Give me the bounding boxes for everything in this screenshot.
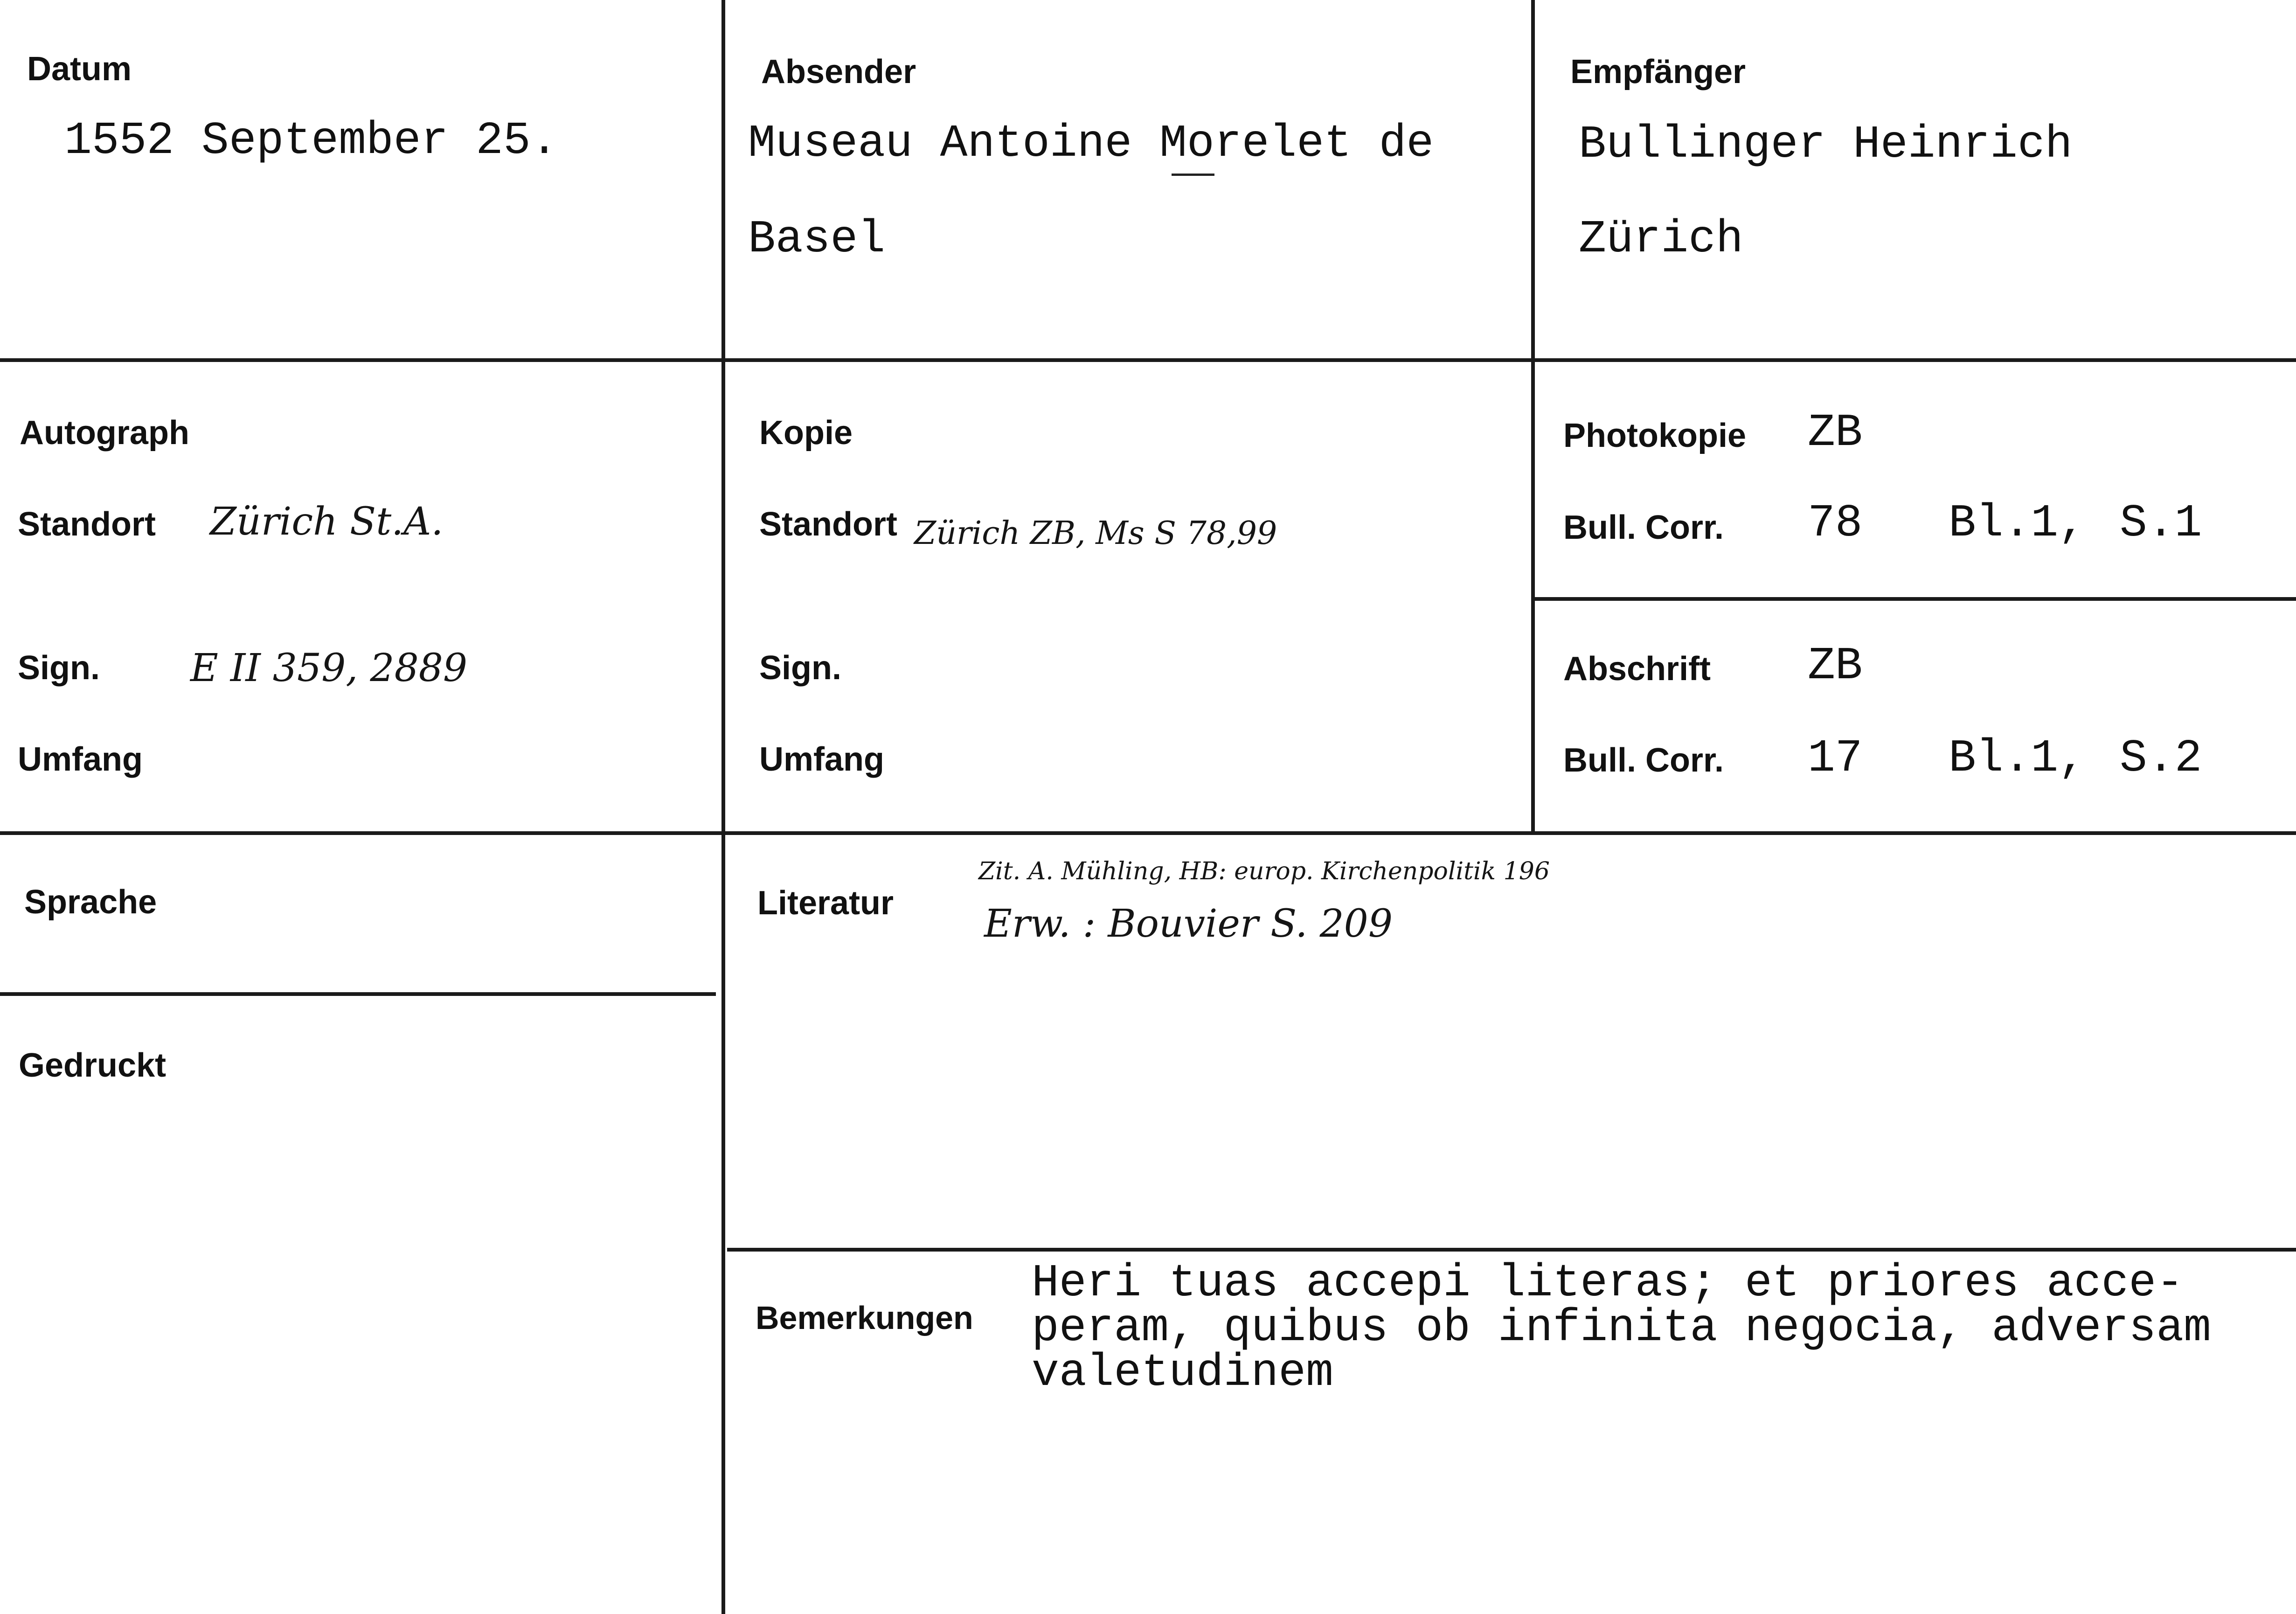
abschrift-label: Abschrift bbox=[1563, 650, 1711, 688]
kopie-standort-value: Zürich ZB, Ms S 78,99 bbox=[914, 515, 1277, 552]
bemerkungen-label: Bemerkungen bbox=[756, 1300, 973, 1336]
autograph-standort-label: Standort bbox=[18, 506, 156, 543]
photokopie-corr-label: Bull. Corr. bbox=[1563, 509, 1724, 546]
autograph-sign-value: E II 359, 2889 bbox=[190, 646, 468, 690]
autograph-heading: Autograph bbox=[20, 414, 189, 452]
divider-literatur-bemerkungen bbox=[727, 1248, 2296, 1252]
autograph-sign-label: Sign. bbox=[18, 649, 100, 687]
abschrift-volume: 17 bbox=[1808, 733, 1863, 785]
recipient-label: Empfänger bbox=[1570, 53, 1746, 90]
photokopie-label: Photokopie bbox=[1563, 417, 1746, 454]
bemerkungen-text: Heri tuas accepi literas; et priores acce- peram, quibus ob infinita negocia, adversam valetudinem bbox=[1032, 1258, 2211, 1399]
kopie-sign-label: Sign. bbox=[759, 649, 841, 687]
divider-row1 bbox=[0, 358, 2296, 362]
abschrift-corr-label: Bull. Corr. bbox=[1563, 742, 1724, 779]
sender-label: Absender bbox=[761, 53, 916, 90]
date-value: 1552 September 25. bbox=[64, 115, 558, 167]
autograph-umfang-label: Umfang bbox=[18, 741, 143, 778]
divider-photo-abschrift bbox=[1533, 597, 2296, 601]
divider-col1 bbox=[721, 0, 725, 1614]
literatur-line-2: Erw. : Bouvier S. 209 bbox=[984, 902, 1393, 946]
literatur-label: Literatur bbox=[757, 884, 894, 922]
divider-sprache-gedruckt bbox=[0, 992, 716, 996]
photokopie-page: S.1 bbox=[2120, 498, 2202, 550]
divider-row2 bbox=[0, 831, 2296, 835]
recipient-name: Bullinger Heinrich bbox=[1579, 119, 2073, 171]
kopie-standort-label: Standort bbox=[759, 506, 897, 543]
divider-col2 bbox=[1531, 0, 1535, 833]
sender-underline-mark bbox=[1172, 174, 1214, 176]
photokopie-sheet: Bl.1, bbox=[1949, 498, 2086, 550]
kopie-heading: Kopie bbox=[759, 414, 853, 452]
date-label: Datum bbox=[27, 50, 132, 88]
abschrift-page: S.2 bbox=[2120, 733, 2202, 785]
sender-place: Basel bbox=[748, 214, 886, 265]
photokopie-volume: 78 bbox=[1808, 498, 1863, 550]
gedruckt-label: Gedruckt bbox=[19, 1047, 166, 1084]
abschrift-source: ZB bbox=[1808, 640, 1863, 692]
photokopie-source: ZB bbox=[1808, 407, 1863, 459]
sender-name: Museau Antoine Morelet de bbox=[748, 118, 1434, 170]
autograph-standort-value: Zürich St.A. bbox=[210, 500, 444, 544]
sprache-label: Sprache bbox=[24, 884, 157, 921]
abschrift-sheet: Bl.1, bbox=[1949, 733, 2086, 785]
kopie-umfang-label: Umfang bbox=[759, 741, 884, 778]
literatur-line-1: Zit. A. Mühling, HB: europ. Kirchenpolitik 196 bbox=[978, 857, 1550, 885]
recipient-place: Zürich bbox=[1579, 214, 1743, 265]
